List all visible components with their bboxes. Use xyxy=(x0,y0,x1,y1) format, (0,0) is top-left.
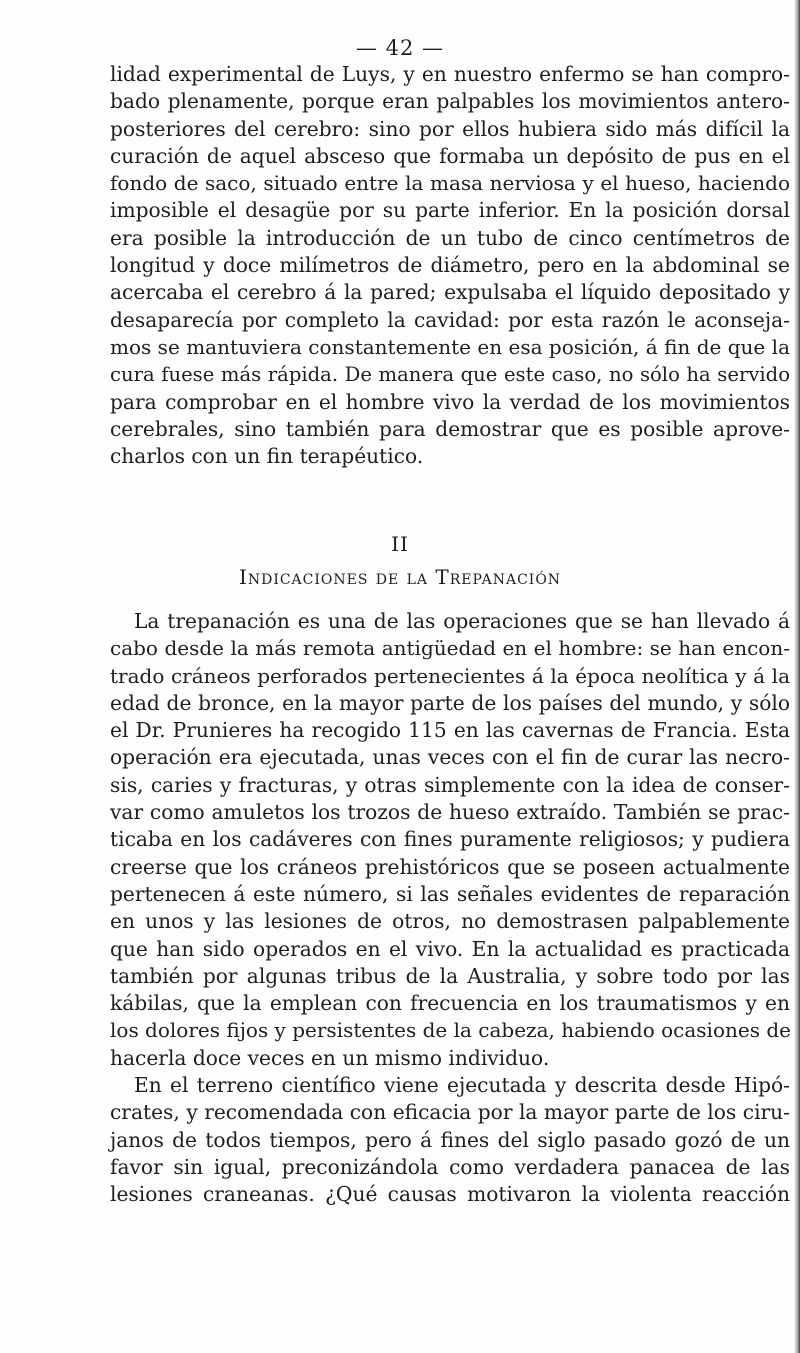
text-line: ticaba en los cadáveres con fines puramente religiosos; y pudiera xyxy=(110,827,790,852)
text-line: para comprobar en el hombre vivo la verdad de los movimientos xyxy=(110,389,790,414)
text-line: curación de aquel absceso que formaba un depósito de pus en el xyxy=(110,143,790,168)
text-line: lesiones craneanas. ¿Qué causas motivaron la violenta reacción xyxy=(110,1182,790,1207)
text-line: janos de todos tiempos, pero á fines del siglo pasado gozó de un xyxy=(110,1127,790,1152)
text-line: crates, y recomendada con eficacia por la mayor parte de los ciru- xyxy=(110,1100,790,1125)
text-line: var como amuletos los trozos de hueso extraído. También se prac- xyxy=(110,800,790,825)
text-line: mos se mantuviera constantemente en esa posición, á fin de que la xyxy=(110,334,790,359)
text-line: edad de bronce, en la mayor parte de los países del mundo, y sólo xyxy=(110,690,790,715)
paragraph-1 xyxy=(110,61,790,470)
text-line: los dolores fijos y persistentes de la cabeza, habiendo ocasiones de xyxy=(110,1018,791,1043)
text-line: desaparecía por completo la cavidad: por esta razón le aconseja- xyxy=(110,307,790,332)
text-line: charlos con un fin terapéutico. xyxy=(110,444,424,469)
text-line: pertenecen á este número, si las señales evidentes de reparación xyxy=(110,881,790,906)
text-line: hacerla doce veces en un mismo individuo. xyxy=(110,1045,550,1070)
text-line: sis, caries y fracturas, y otras simplemente con la idea de conser- xyxy=(110,772,790,797)
text-line: imposible el desagüe por su parte inferior. En la posición dorsal xyxy=(110,198,790,223)
text-line: posteriores del cerebro: sino por ellos hubiera sido más difícil la xyxy=(110,116,790,141)
text-line: cerebrales, sino también para demostrar que es posible aprove- xyxy=(110,416,790,441)
text-line: lidad experimental de Luys, y en nuestro enfermo se han compro- xyxy=(110,62,790,86)
text-line: creerse que los cráneos prehistóricos que se poseen actualmente xyxy=(110,854,790,879)
text-line: favor sin igual, preconizándola como verdadera panacea de las xyxy=(110,1154,790,1179)
text-line: En el terreno científico viene ejecutada y descrita desde Hipó- xyxy=(134,1073,790,1097)
text-line: acercaba el cerebro á la pared; expulsaba el líquido depositado y xyxy=(110,280,790,305)
section-number: II xyxy=(391,532,409,556)
text-line: operación era ejecutada, unas veces con el fin de curar las necro- xyxy=(110,745,790,770)
text-line: bado plenamente, porque eran palpables los movimientos antero- xyxy=(110,89,790,114)
text-line: cura fuese más rápida. De manera que este caso, no sólo ha servido xyxy=(110,363,790,387)
text-line: trado cráneos perforados pertenecientes á la época neolítica y á la xyxy=(110,663,790,688)
text-line: también por algunas tribus de la Australia, y sobre todo por las xyxy=(110,963,790,988)
text-line: kábilas, que la emplean con frecuencia en los traumatismos y en xyxy=(110,991,790,1016)
text-line: en unos y las lesiones de otros, no demostrasen palpablemente xyxy=(110,909,790,934)
text-line: cabo desde la más remota antigüedad en el hombre: se han encon- xyxy=(110,636,790,661)
paragraph-3 xyxy=(110,1072,790,1208)
text-line: que han sido operados en el vivo. En la actualidad es practicada xyxy=(110,936,790,961)
text-line: era posible la introducción de un tubo de cinco centímetros de xyxy=(110,225,790,250)
section-title: Indicaciones de la Trepanación xyxy=(238,565,562,589)
text-line: La trepanación es una de las operaciones que se han llevado á xyxy=(134,609,790,633)
page-edge-shadow xyxy=(794,0,800,1353)
text-line: longitud y doce milímetros de diámetro, pero en la abdominal se xyxy=(110,253,790,278)
text-line: el Dr. Prunieres ha recogido 115 en las cavernas de Francia. Esta xyxy=(110,718,790,743)
text-line: fondo de saco, situado entre la masa nerviosa y el hueso, haciendo xyxy=(110,171,790,196)
paragraph-2 xyxy=(110,608,790,1072)
page-number: — 42 — xyxy=(355,36,445,60)
